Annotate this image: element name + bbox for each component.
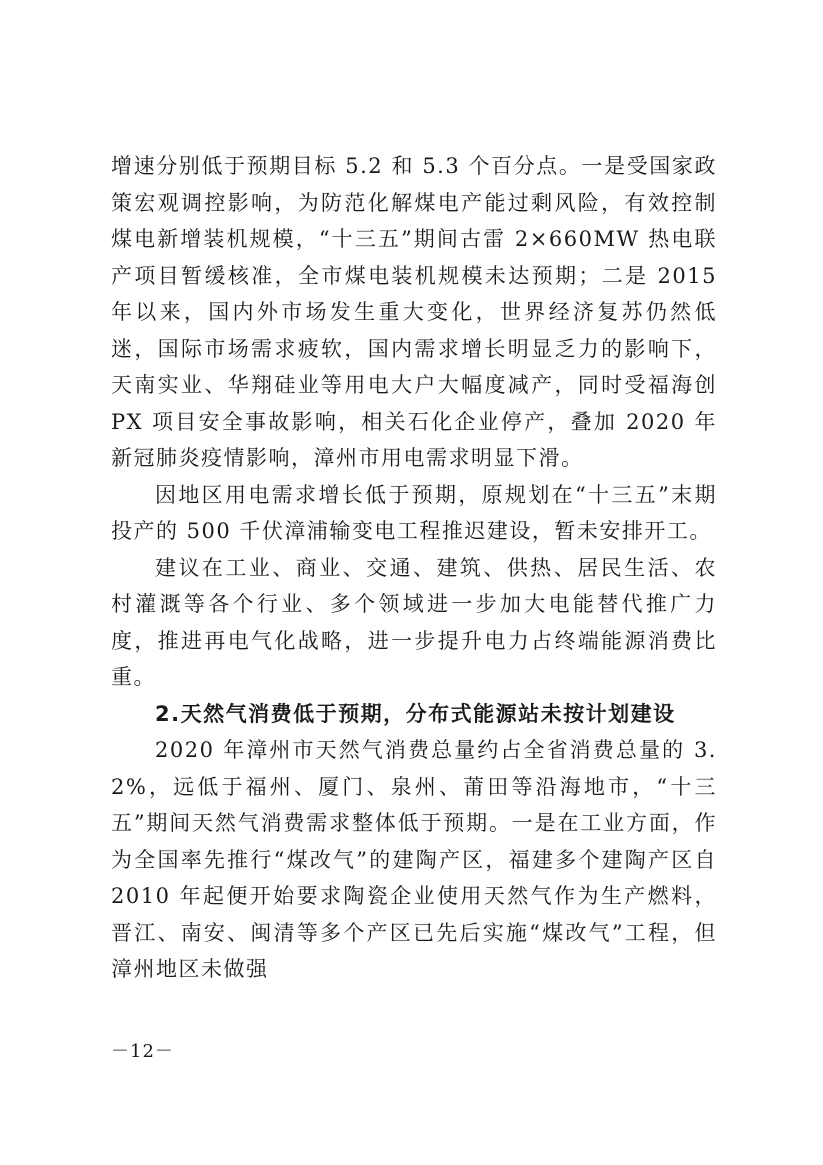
section-heading-natural-gas: 2.天然气消费低于预期，分布式能源站未按计划建设 [155,701,676,726]
document-body [111,148,717,988]
paragraph-power-growth-reasons: 增速分别低于预期目标 5.2 和 5.3 个百分点。一是受国家政策宏观调控影响，为防范化解煤电产能过剩风险，有效控制煤电新增装机规模，“十三五”期间古雷 2×660MW 热电联产项目暂缓核准，全市煤电装机规模未达预期；二是 2015 年以来，国内外市场发生重大变化，世界经济复苏仍然低迷，国际市场需求疲软，国内需求增长明显乏力的影响下，天南实业、华翔硅业等用电大户大幅度减产，同时受福海创 PX 项目安全事故影响，相关石化企业停产，叠加 2020 年新冠肺炎疫情影响，漳州市用电需求明显下滑。 [111,154,717,470]
page-number: －12－ [111,1041,174,1062]
paragraph-electrification-suggestion: 建议在工业、商业、交通、建筑、供热、居民生活、农村灌溉等各个行业、多个领域进一步加大电能替代推广力度，推进再电气化战略，进一步提升电力占终端能源消费比重。 [111,555,717,689]
paragraph-zhangpu-substation-delay: 因地区用电需求增长低于预期，原规划在“十三五”末期投产的 500 千伏漳浦输变电工程推迟建设，暂未安排开工。 [111,482,717,543]
paragraph-natural-gas-consumption: 2020 年漳州市天然气消费总量约占全省消费总量的 3.2%，远低于福州、厦门、泉州、莆田等沿海地市，“十三五”期间天然气消费需求整体低于预期。一是在工业方面，作为全国率先推行“煤改气”的建陶产区，福建多个建陶产区自 2010 年起便开始要求陶瓷企业使用天然气作为生产燃料，晋江、南安、闽清等多个产区已先后实施“煤改气”工程，但漳州地区未做强 [111,738,717,981]
